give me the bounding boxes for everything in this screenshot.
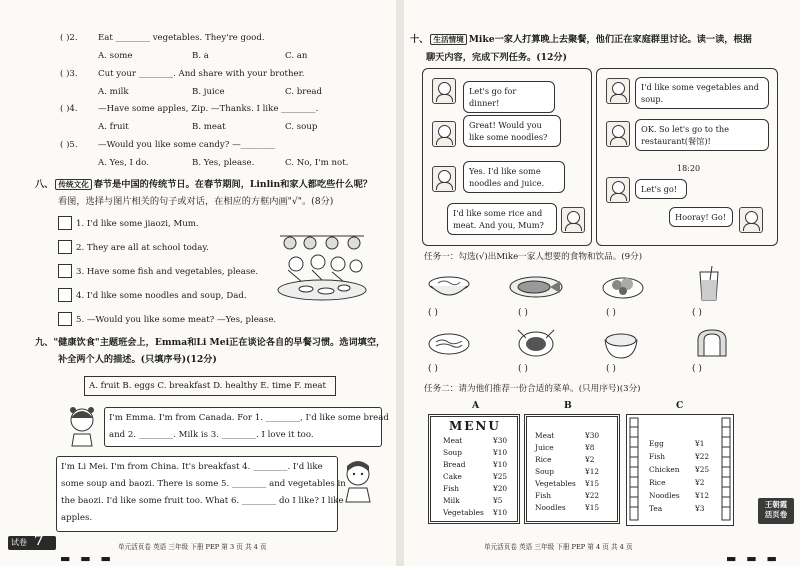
menu-item: Fish	[649, 452, 666, 461]
sentence-item: 5. —Would you like some meat? —Yes, please.	[76, 315, 277, 325]
answer-paren[interactable]: ( )	[428, 364, 438, 374]
section-8-line2: 看图，选择与图片相关的句子或对话，在相应的方框内画"√"。(8分)	[58, 196, 334, 207]
answer-checkbox[interactable]	[58, 312, 72, 326]
menu-price: ¥12	[585, 467, 600, 476]
limei-line: apples.	[61, 513, 93, 523]
menu-price: ¥2	[695, 478, 705, 487]
chat-bubble: I'd like some vegetables and soup.	[635, 77, 769, 109]
emma-line: I'm Emma. I'm from Canada. For 1. ________, I'd like some bread	[109, 413, 389, 423]
answer-checkbox[interactable]	[58, 240, 72, 254]
menu-price: ¥15	[585, 479, 600, 488]
menu-item: Soup	[535, 467, 555, 476]
section-9-line1	[35, 337, 385, 348]
sentence-item: 1. I'd like some jiaozi, Mum.	[76, 219, 199, 229]
page-badge	[8, 533, 56, 550]
noodles-icon	[426, 328, 472, 358]
menu-item: Egg	[649, 439, 664, 448]
section-10-line1	[410, 34, 752, 45]
meat-icon	[516, 326, 556, 360]
menu-item: Fish	[535, 491, 552, 500]
mc-paren: ( )2.	[60, 33, 78, 43]
menu-item: Noodles	[649, 491, 680, 500]
section-number: 十、	[410, 34, 429, 45]
juice-icon	[696, 266, 722, 302]
menu-price: ¥22	[585, 491, 600, 500]
mc-option-a: A. fruit	[98, 122, 129, 132]
chat-bubble: Great! Would you like some noodles?	[463, 115, 561, 147]
answer-checkbox[interactable]	[58, 216, 72, 230]
answer-paren[interactable]: ( )	[692, 364, 702, 374]
mike-avatar	[432, 166, 456, 192]
menu-item: Soup	[443, 448, 463, 457]
decorative-dashes: ▬ ▬ ▬	[60, 552, 114, 565]
footer-text: 单元活页卷 英语 三年级 下册 PEP 第 3 页 共 4 页	[118, 543, 267, 551]
mc-option-a: A. Yes, I do.	[98, 158, 149, 168]
menu-price: ¥10	[493, 460, 508, 469]
mum-avatar	[432, 121, 456, 147]
noodles-soup-icon	[426, 272, 472, 302]
sentence-item: 2. They are all at school today.	[76, 243, 209, 253]
menu-price: ¥12	[695, 491, 710, 500]
menu-item: Chicken	[649, 465, 680, 474]
mc-paren: ( )4.	[60, 104, 78, 114]
mc-option-c: C. bread	[285, 87, 323, 97]
menu-price: ¥8	[585, 443, 595, 452]
menu-item: Meat	[535, 431, 555, 440]
sentence-item: 3. Have some fish and vegetables, please.	[76, 267, 259, 277]
footer-text: 单元活页卷 英语 三年级 下册 PEP 第 4 页 共 4 页	[484, 543, 633, 551]
mc-option-b: B. juice	[192, 87, 225, 97]
limei-speech-box	[56, 456, 346, 532]
mc-paren: ( )5.	[60, 140, 78, 150]
menu-item: Vegetables	[535, 479, 576, 488]
mc-option-c: C. soup	[285, 122, 318, 132]
menu-price: ¥25	[695, 465, 710, 474]
word-bank-text: A. fruit B. eggs C. breakfast D. healthy E. time F. meat	[89, 381, 327, 391]
menu-item: Rice	[649, 478, 666, 487]
mc-stem: Eat ________ vegetables. They're good.	[98, 33, 265, 43]
answer-paren[interactable]: ( )	[518, 364, 528, 374]
menu-price: ¥10	[493, 508, 508, 517]
menu-c	[626, 414, 734, 526]
mc-option-a: A. milk	[98, 87, 129, 97]
menu-item: Tea	[649, 504, 663, 513]
mike-avatar	[606, 177, 630, 203]
menu-price: ¥25	[493, 472, 508, 481]
emma-speech-box	[104, 407, 389, 447]
badge-label: 试卷	[11, 538, 27, 547]
answer-paren[interactable]: ( )	[518, 308, 528, 318]
menu-price: ¥5	[493, 496, 503, 505]
chat-bubble: OK. So let's go to the restaurant(餐馆)!	[635, 119, 769, 151]
menu-price: ¥30	[493, 436, 508, 445]
chat-panel-left	[422, 68, 592, 246]
brand-badge	[758, 498, 794, 524]
left-page	[0, 0, 396, 566]
menu-price: ¥10	[493, 448, 508, 457]
answer-paren[interactable]: ( )	[606, 364, 616, 374]
section-8-line1	[35, 179, 372, 190]
right-page	[404, 0, 800, 566]
limei-line: I'm Li Mei. I'm from China. It's breakfast 4. ________. I'd like	[61, 462, 323, 472]
limei-line: some soup and baozi. There is some 5. ________ and vegetables in	[61, 479, 346, 489]
menu-price: ¥15	[585, 503, 600, 512]
menu-price: ¥20	[493, 484, 508, 493]
brand-badge-text: 王朝霞 活页卷	[764, 500, 788, 519]
mc-option-a: A. some	[98, 51, 133, 61]
grandma-avatar	[606, 78, 630, 104]
menu-item: Meat	[443, 436, 463, 445]
emma-line: and 2. ________. Milk is 3. ________. I love it too.	[109, 430, 314, 440]
menu-label-b: B	[564, 400, 572, 411]
fish-icon	[508, 272, 564, 302]
mc-stem: Cut your ________. And share with your brother.	[98, 69, 305, 79]
answer-checkbox[interactable]	[58, 288, 72, 302]
mc-option-b: B. Yes, please.	[192, 158, 255, 168]
answer-paren[interactable]: ( )	[692, 308, 702, 318]
chat-bubble: Let's go for dinner!	[463, 81, 555, 113]
topic-tag: 传统文化	[55, 179, 91, 190]
answer-paren[interactable]: ( )	[606, 308, 616, 318]
dad-avatar	[432, 78, 456, 104]
decorative-dashes: ▬ ▬ ▬	[726, 552, 780, 565]
section-10-line2: 聊天内容，完成下列任务。(12分)	[426, 52, 567, 63]
vegetables-icon	[600, 270, 646, 302]
family-dinner-illustration	[272, 226, 372, 306]
grandpa-avatar	[739, 207, 763, 233]
mc-option-b: B. meat	[192, 122, 226, 132]
bread-icon	[694, 326, 730, 358]
chat-bubble: Hooray! Go!	[669, 207, 733, 227]
menu-item: Vegetables	[443, 508, 484, 517]
answer-checkbox[interactable]	[58, 264, 72, 278]
mc-option-c: C. No, I'm not.	[285, 158, 349, 168]
menu-item: Bread	[443, 460, 466, 469]
section-number: 八、	[35, 179, 54, 190]
task-1-instruction: 任务一：勾选(√)出Mike一家人想要的食物和饮品。(9分)	[424, 252, 643, 262]
section-instruction: 春节是中国的传统节日。在春节期间，Linlin和家人都吃些什么呢？	[93, 179, 373, 190]
mc-stem: —Have some apples, Zip. —Thanks. I like ________.	[98, 104, 319, 114]
sentence-item: 4. I'd like some noodles and soup, Dad.	[76, 291, 247, 301]
lattice-decoration	[629, 417, 639, 521]
menu-label-a: A	[472, 400, 480, 411]
menu-label-c: C	[676, 400, 684, 411]
mc-option-c: C. an	[285, 51, 308, 61]
limei-avatar	[340, 458, 376, 504]
limei-line: the baozi. I'd like some fruit too. What 6. ________ do I like? I like	[61, 496, 344, 506]
menu-title: MENU	[449, 419, 501, 433]
menu-item: Noodles	[535, 503, 566, 512]
menu-price: ¥30	[585, 431, 600, 440]
emma-avatar	[64, 404, 100, 448]
answer-paren[interactable]: ( )	[428, 308, 438, 318]
menu-item: Juice	[535, 443, 554, 452]
chat-bubble: Yes. I'd like some noodles and juice.	[463, 161, 565, 193]
sister-avatar	[561, 207, 585, 233]
menu-item: Milk	[443, 496, 460, 505]
chat-bubble: Let's go!	[635, 179, 687, 199]
menu-item: Fish	[443, 484, 460, 493]
menu-b	[524, 414, 620, 524]
menu-a	[428, 414, 520, 524]
mc-paren: ( )3.	[60, 69, 78, 79]
rice-icon	[602, 328, 640, 360]
topic-tag: 生活情境	[430, 34, 466, 45]
menu-price: ¥22	[695, 452, 710, 461]
lattice-decoration	[721, 417, 731, 521]
menu-price: ¥2	[585, 455, 595, 464]
section-instruction: Mike一家人打算晚上去聚餐，他们正在家庭群里讨论。读一读，根据	[468, 34, 752, 45]
section-instruction: "健康饮食"主题班会上，Emma和Li Mei正在谈论各自的早餐习惯。选词填空，	[53, 337, 386, 348]
mc-stem: —Would you like some candy? —________	[98, 140, 276, 150]
mum-avatar	[606, 121, 630, 147]
page-number: 7	[34, 533, 44, 549]
menu-item: Rice	[535, 455, 552, 464]
word-bank	[84, 376, 336, 396]
menu-price: ¥3	[695, 504, 705, 513]
chat-bubble: I'd like some rice and meat. And you, Mum?	[447, 203, 557, 235]
chat-panel-right	[596, 68, 778, 246]
section-9-line2: 补全两个人的描述。(只填序号)(12分)	[58, 354, 217, 365]
chat-timestamp: 18:20	[677, 164, 701, 173]
task-2-instruction: 任务二：请为他们推荐一份合适的菜单。(只用序号)(3分)	[424, 384, 641, 394]
menu-item: Cake	[443, 472, 462, 481]
mc-option-b: B. a	[192, 51, 209, 61]
menu-price: ¥1	[695, 439, 705, 448]
section-number: 九、	[35, 337, 54, 348]
